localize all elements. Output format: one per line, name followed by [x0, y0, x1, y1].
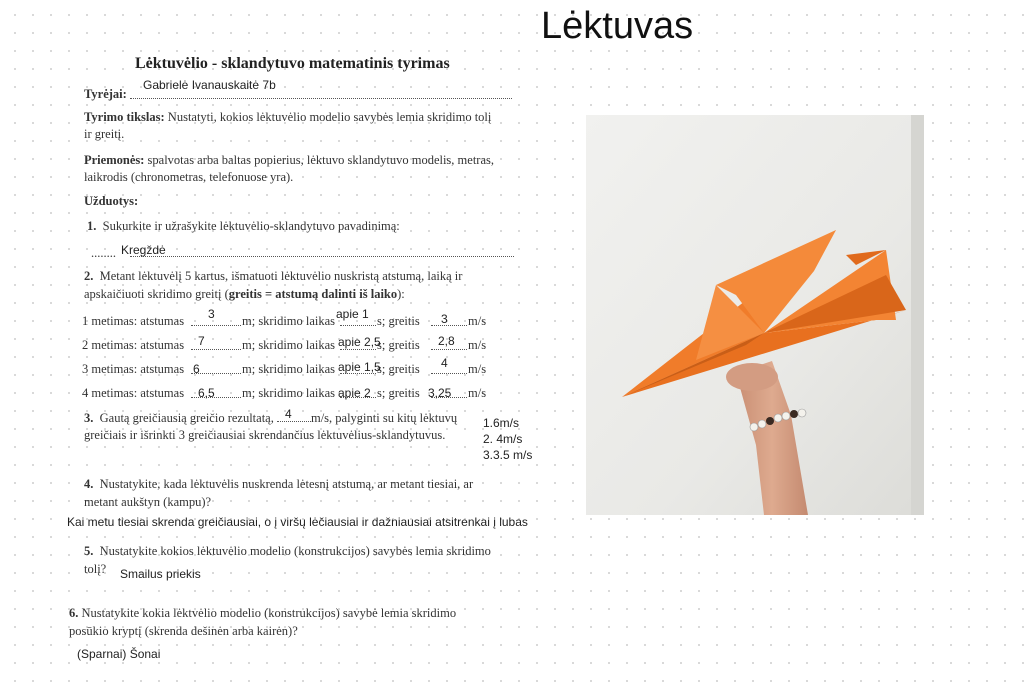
task2-text-1: Metant lėktuvėlį 5 kartus, išmatuoti lėktuvėlio nuskristą atstumą, laiką ir [99, 269, 463, 283]
goal-text-1: Nustatyti, kokios lėktuvėlio modelio savybės lemia skridimo tolį [164, 110, 492, 124]
throw-distance: 7 [198, 334, 205, 348]
throw-speed: 2,8 [438, 334, 455, 348]
speed-line [431, 349, 467, 350]
task4-text-2: metant aukštyn (kampu)? [84, 495, 212, 509]
task1-number: 1. [87, 219, 97, 233]
task6-line-1 [69, 606, 456, 621]
task2-formula: greitis = atstumą dalinti iš laiko [228, 287, 398, 301]
task2-text-2c: ): [397, 287, 405, 301]
task5-text-1: Nustatykite kokios lėktuvėlio modelio (konstrukcijos) savybės lemia skridimo [99, 544, 491, 558]
unit-s: s; greitis [377, 314, 420, 328]
researchers-line [130, 98, 512, 99]
unit-s: s; greitis [377, 362, 420, 376]
goal-line-1 [84, 110, 491, 125]
task5-text-2: tolį? [84, 562, 107, 576]
task5-answer: Smailus priekis [120, 567, 201, 581]
paper-plane-photo [586, 115, 924, 515]
task1 [87, 219, 400, 234]
task2-number: 2. [84, 269, 94, 283]
tools-text-2: laikrodis (chronometras, telefonuose yra). [84, 170, 294, 184]
task4-answer: Kai metu tiesiai skrenda greičiausiai, o į viršų lėčiausiai ir dažniausiai atsitrenkai į lubas [67, 515, 528, 529]
throw-label: 1 metimas: atstumas [82, 314, 185, 328]
unit-ms: m/s [468, 386, 487, 400]
dist-line [191, 349, 241, 350]
throw-distance: 3 [208, 307, 215, 321]
tools-label: Priemonės: [84, 153, 145, 167]
task1-line [130, 256, 514, 257]
task6-text-1: Nustatykite kokia lėktvėlio modelio (konstrukcijos) savybė lemia skridimo [81, 606, 457, 620]
throw-distance: 6 [193, 362, 200, 376]
task3-value: 4 [284, 407, 292, 421]
unit-ms: m/s [468, 314, 487, 328]
task3-line-1 [84, 407, 458, 426]
document-title: Lėktuvėlio - sklandytuvo matematinis tyrimas [135, 55, 450, 72]
unit-ms: m/s [468, 338, 487, 352]
task3-number: 3. [84, 411, 94, 425]
unit-m: m; skridimo laikas [242, 386, 336, 400]
throw-speed: 4 [441, 356, 448, 370]
task2-text-2a: apskaičiuoti skridimo greitį ( [84, 287, 229, 301]
task5-number: 5. [84, 544, 94, 558]
paper-plane-illustration [586, 115, 924, 515]
dist-line [191, 325, 241, 326]
task1-prefix: ........ [91, 246, 116, 260]
researchers-label: Tyrėjai: [84, 87, 127, 101]
unit-m: m; skridimo laikas [242, 338, 336, 352]
goal-text-2: ir greitį. [84, 127, 125, 141]
task2-line-1 [84, 269, 462, 284]
throw-time: apie 1,5 [338, 360, 381, 374]
throw-label: 4 metimas: atstumas [82, 386, 185, 400]
task6-answer: (Sparnai) Šonai [77, 647, 161, 661]
speed-line [431, 325, 467, 326]
throw-speed: 3,25 [428, 386, 452, 400]
unit-s: s; greitis [377, 338, 420, 352]
hand [726, 363, 778, 391]
tasks-label: Užduotys: [84, 194, 139, 208]
task4-line-1 [84, 477, 473, 492]
throw-time: apie 1 [336, 307, 369, 321]
throw-label: 3 metimas: atstumas [82, 362, 185, 376]
researchers-value: Gabrielė Ivanauskaitė 7b [143, 78, 276, 92]
task1-text: Sukurkite ir užrašykite lėktuvėlio-sklandytuvo pavadinimą: [102, 219, 400, 233]
throw-label: 2 metimas: atstumas [82, 338, 185, 352]
page-title: Lėktuvas [541, 5, 694, 47]
task4-text-1: Nustatykite, kada lėktuvėlis nuskrenda lėtesnį atstumą, ar metant tiesiai, ar [99, 477, 474, 491]
throw-time: apie 2,5 [338, 335, 381, 349]
task3-text-1a: Gautą greičiausią greičio rezultatą, [99, 411, 277, 425]
throw-speed: 3 [441, 312, 448, 326]
throw-distance: 6,5 [198, 386, 215, 400]
task1-answer: Kregždė [121, 243, 166, 257]
unit-ms: m/s [468, 362, 487, 376]
wall-edge [911, 115, 924, 515]
task3-text-2: greičiais ir išrinkti 3 greičiausiai skrendančius lėktuvėlius-sklandytuvus. [84, 428, 446, 442]
goal-label: Tyrimo tikslas: [84, 110, 165, 124]
unit-s: s; greitis [377, 386, 420, 400]
unit-m: m; skridimo laikas [242, 362, 336, 376]
task6-number: 6. [69, 606, 79, 620]
time-line [340, 349, 376, 350]
throw-time: apie 2 [338, 386, 371, 400]
task4-number: 4. [84, 477, 94, 491]
task6-text-2: posūkio kryptį (skrenda dešinėn arba kairėn)? [69, 624, 298, 638]
speed-line [431, 373, 467, 374]
task3-text-1b: m/s, palyginti su kitų lėktuvų [310, 411, 458, 425]
unit-m: m; skridimo laikas [242, 314, 336, 328]
task3-answer-3: 3.3.5 m/s [483, 448, 533, 462]
task3-blank [277, 407, 311, 422]
tools-text-1: spalvotas arba baltas popierius, lėktuvo sklandytuvo modelis, metras, [144, 153, 494, 167]
time-line [340, 325, 376, 326]
task3-answer-1: 1.6m/s [483, 416, 520, 430]
task5-line-1 [84, 544, 491, 559]
tools-line-1 [84, 153, 494, 168]
task2-line-2 [84, 287, 405, 302]
task3-answer-2: 2. 4m/s [483, 432, 523, 446]
